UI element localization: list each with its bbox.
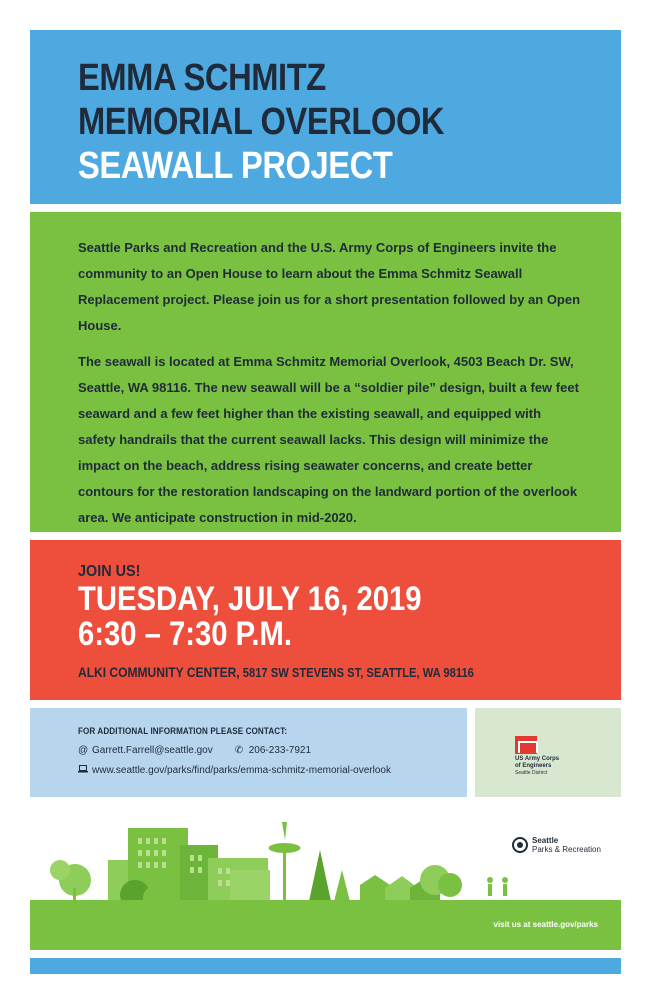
corps-line-2: of Engineers bbox=[515, 763, 552, 769]
contact-heading: FOR ADDITIONAL INFORMATION PLEASE CONTACT: bbox=[78, 726, 288, 736]
corps-logo-text bbox=[515, 756, 559, 777]
title-band bbox=[30, 30, 621, 204]
corps-line-3: Seattle District bbox=[515, 770, 548, 776]
contact-website[interactable]: www.seattle.gov/parks/find/parks/emma-schmitz-memorial-overlook bbox=[92, 765, 391, 776]
laptop-icon bbox=[78, 765, 92, 776]
corps-logo-box bbox=[475, 708, 621, 797]
title-line-1: EMMA SCHMITZ bbox=[78, 57, 326, 99]
corps-castle-icon bbox=[515, 736, 537, 754]
contact-band bbox=[30, 708, 467, 797]
contact-email[interactable]: Garrett.Farrell@seattle.gov bbox=[92, 745, 213, 756]
contact-phone[interactable]: 206-233-7921 bbox=[248, 745, 312, 756]
event-time: 6:30 – 7:30 P.M. bbox=[78, 615, 293, 653]
event-band bbox=[30, 540, 621, 700]
parks-logo-text bbox=[532, 836, 601, 854]
event-venue bbox=[78, 664, 545, 680]
venue-address: 5817 SW STEVENS ST, SEATTLE, WA 98116 bbox=[242, 665, 474, 680]
parks-line-2: Parks & Recreation bbox=[532, 845, 601, 854]
details-paragraph: The seawall is located at Emma Schmitz Memorial Overlook, 4503 Beach Dr. SW, Seattle, WA 98116. The new seawall will be a “soldier pile” design, built a few feet seaward and a few feet higher than the existing seawall, and equipped with safety handrails that the current seawall lacks. This design will minimize the impact on the beach, address rising seawater concerns, and create better contours for the restoration landscaping on the landward portion of the overlook area. We anticipate construction in mid-2020. bbox=[78, 354, 579, 525]
corps-line-1: US Army Corps bbox=[515, 756, 560, 762]
parks-line-1: Seattle bbox=[532, 836, 559, 845]
parks-seal-icon bbox=[512, 837, 528, 853]
join-us-label: JOIN US! bbox=[78, 563, 141, 580]
title-line-3: SEAWALL PROJECT bbox=[78, 145, 393, 187]
phone-icon: ✆ bbox=[234, 745, 244, 756]
visit-link[interactable]: visit us at seattle.gov/parks bbox=[493, 920, 598, 929]
venue-name: ALKI COMMUNITY CENTER, bbox=[78, 664, 240, 680]
intro-paragraph: Seattle Parks and Recreation and the U.S. Army Corps of Engineers invite the community to an Open House to learn about the Emma Schmitz Seawall Replacement project. Please join us for a short presentation followed by an Open House. bbox=[78, 240, 581, 333]
parks-logo bbox=[512, 836, 601, 854]
event-date: TUESDAY, JULY 16, 2019 bbox=[78, 580, 422, 618]
footer-bar bbox=[30, 958, 621, 974]
contact-row-website bbox=[78, 765, 467, 776]
contact-row-email-phone bbox=[78, 745, 467, 756]
at-icon: @ bbox=[78, 745, 89, 756]
description-band bbox=[30, 212, 621, 532]
title-line-2: MEMORIAL OVERLOOK bbox=[78, 101, 445, 143]
